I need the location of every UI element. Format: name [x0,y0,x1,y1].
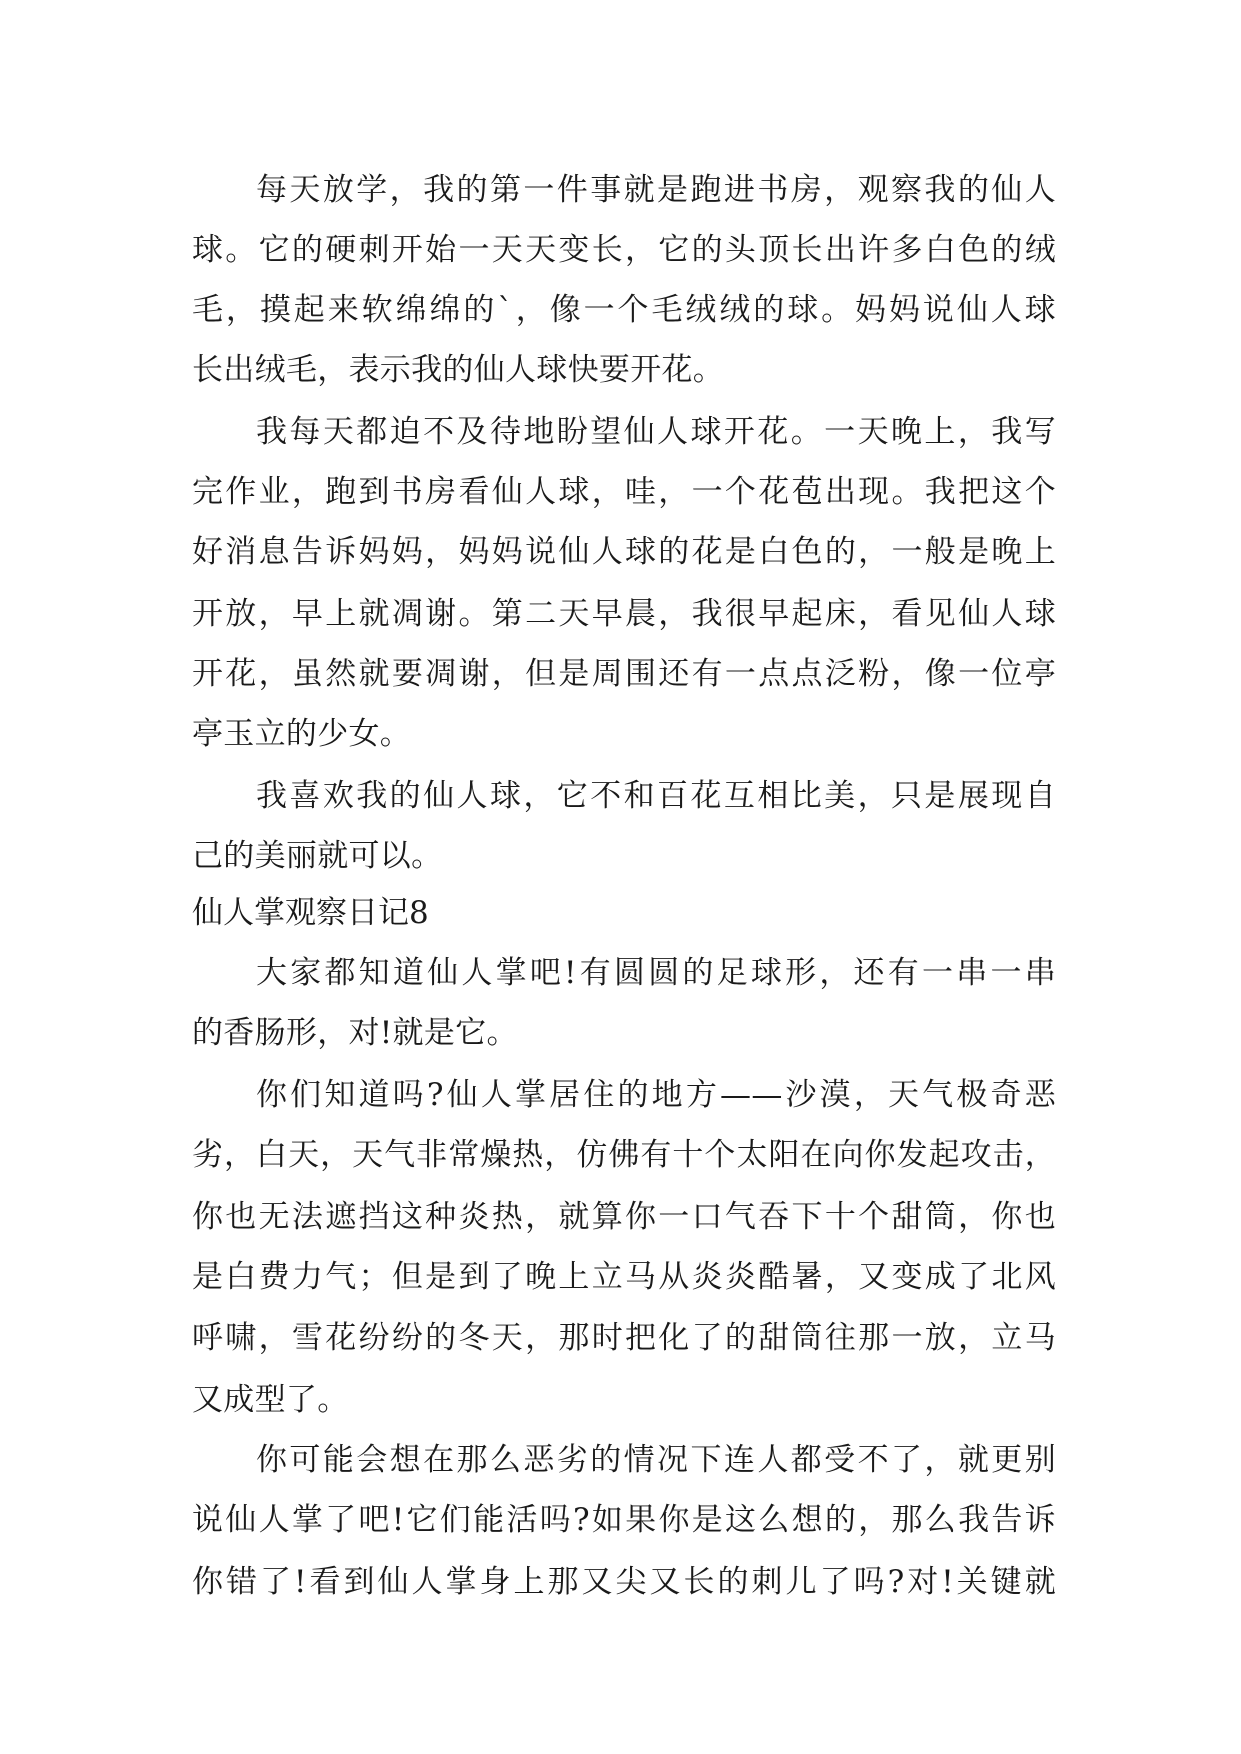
paragraph-6-line-2: 说仙人掌了吧!它们能活吗?如果你是这么想的，那么我告诉 [192,1502,1056,1538]
paragraph-5-line-6: 又成型了。 [192,1382,349,1418]
paragraph-5-line-4: 是白费力气；但是到了晚上立马从炎炎酷暑，又变成了北风 [192,1259,1056,1295]
paragraph-2-line-2: 完作业，跑到书房看仙人球，哇，一个花苞出现。我把这个 [192,474,1056,510]
paragraph-4-line-1: 大家都知道仙人掌吧!有圆圆的足球形，还有一串一串 [256,955,1056,991]
paragraph-5-line-1: 你们知道吗?仙人掌居住的地方——沙漠，天气极奇恶 [256,1077,1056,1113]
paragraph-6-line-3: 你错了!看到仙人掌身上那又尖又长的刺儿了吗?对!关键就 [192,1564,1056,1600]
paragraph-1-line-3: 毛，摸起来软绵绵的`，像一个毛绒绒的球。妈妈说仙人球 [192,292,1056,328]
paragraph-1-line-4: 长出绒毛，表示我的仙人球快要开花。 [192,352,725,388]
paragraph-5-line-3: 你也无法遮挡这种炎热，就算你一口气吞下十个甜筒，你也 [192,1199,1056,1235]
paragraph-1-line-2: 球。它的硬刺开始一天天变长，它的头顶长出许多白色的绒 [192,232,1056,268]
paragraph-5-line-5: 呼啸，雪花纷纷的冬天，那时把化了的甜筒往那一放，立马 [192,1320,1056,1356]
paragraph-2-line-3: 好消息告诉妈妈，妈妈说仙人球的花是白色的，一般是晚上 [192,534,1056,570]
section-title: 仙人掌观察日记8 [192,895,429,931]
paragraph-2-line-4: 开放，早上就凋谢。第二天早晨，我很早起床，看见仙人球 [192,596,1056,632]
paragraph-2-line-6: 亭玉立的少女。 [192,716,412,752]
paragraph-1-line-1: 每天放学，我的第一件事就是跑进书房，观察我的仙人 [256,172,1056,208]
paragraph-4-line-2: 的香肠形，对!就是它。 [192,1015,518,1051]
paragraph-2-line-5: 开花，虽然就要凋谢，但是周围还有一点点泛粉，像一位亭 [192,656,1056,692]
paragraph-3-line-2: 己的美丽就可以。 [192,838,443,874]
paragraph-2-line-1: 我每天都迫不及待地盼望仙人球开花。一天晚上，我写 [256,414,1056,450]
paragraph-6-line-1: 你可能会想在那么恶劣的情况下连人都受不了，就更别 [256,1442,1056,1478]
paragraph-5-line-2: 劣，白天，天气非常燥热，仿佛有十个太阳在向你发起攻击， [192,1137,1056,1173]
paragraph-3-line-1: 我喜欢我的仙人球，它不和百花互相比美，只是展现自 [256,778,1056,814]
